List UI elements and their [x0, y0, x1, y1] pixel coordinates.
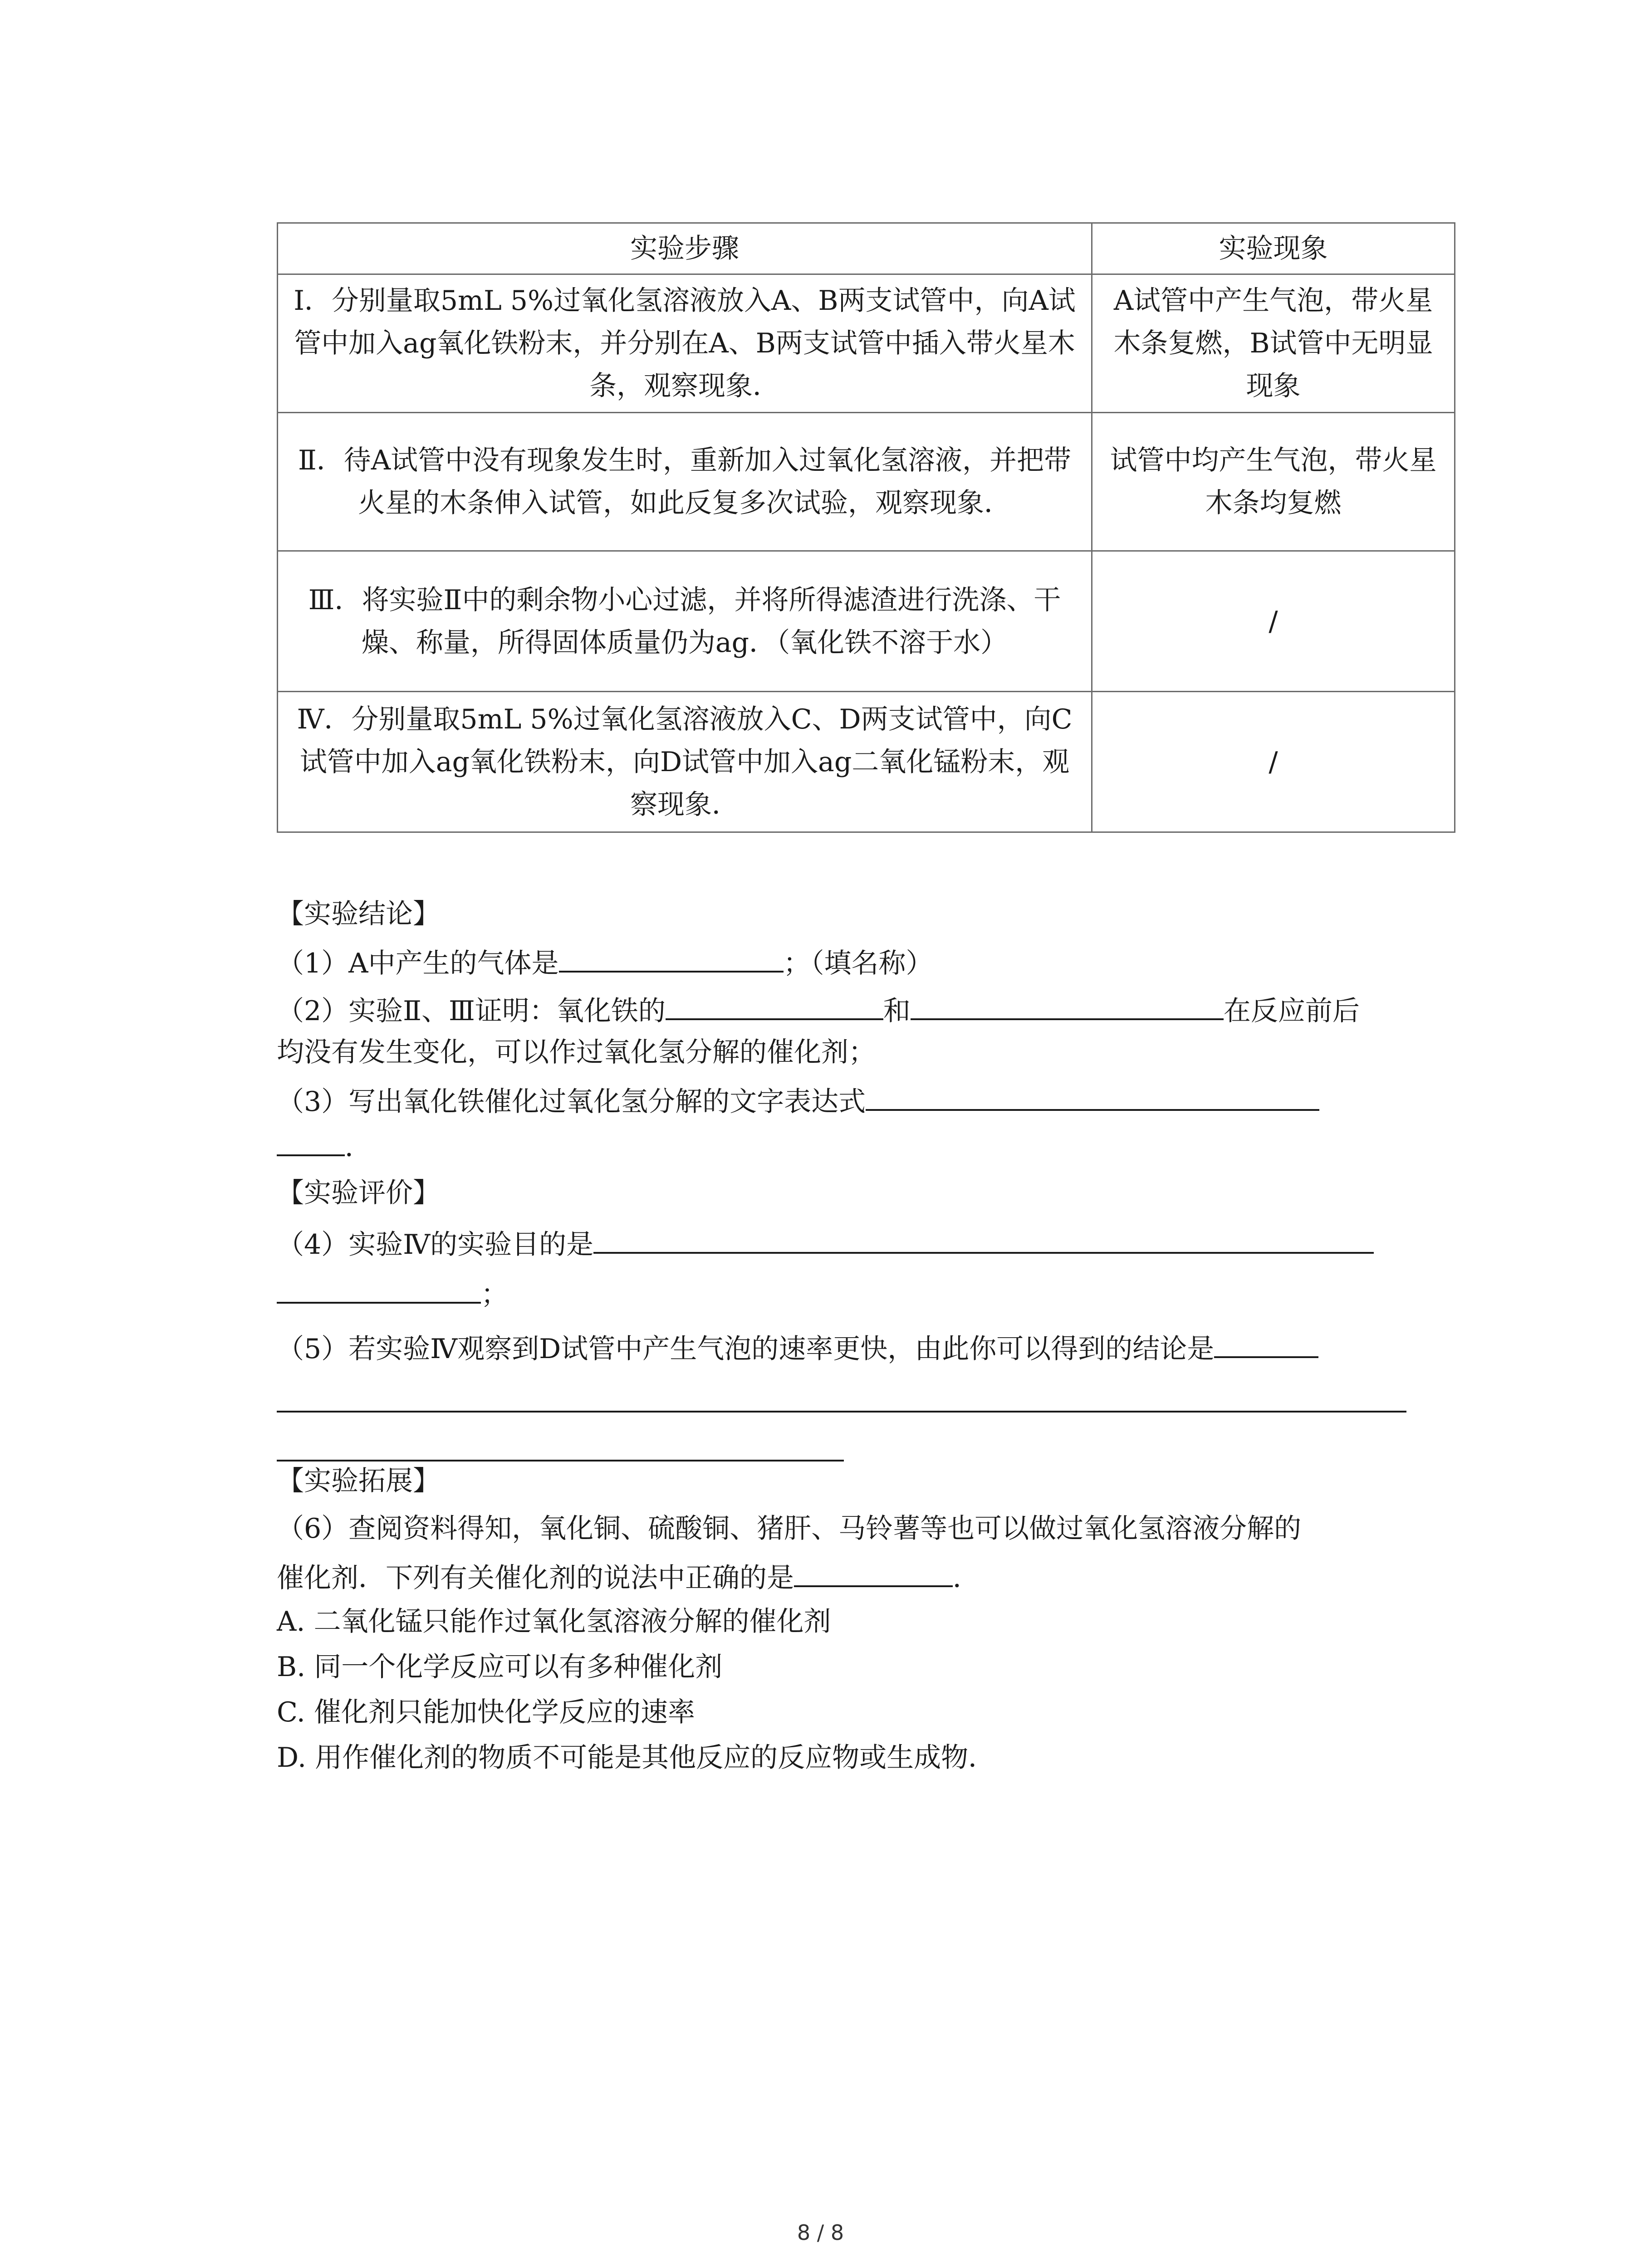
- q1-text: （1）A中产生的气体是: [277, 948, 559, 979]
- table-header-row: [278, 223, 1455, 274]
- q5-text: （5）若实验Ⅳ观察到D试管中产生气泡的速率更快，由此你可以得到的结论是: [277, 1333, 1215, 1365]
- q2-answer-blank-2[interactable]: [911, 987, 1224, 1020]
- question-6: （6）查阅资料得知，氧化铜、硫酸铜、猪肝、马铃薯等也可以做过氧化氢溶液分解的: [277, 1513, 1302, 1545]
- step-cell: Ⅲ．将实验Ⅱ中的剩余物小心过滤，并将所得滤渣进行洗涤、干燥、称量，所得固体质量仍为ag．（氧化铁不溶于水）: [278, 551, 1092, 692]
- step-cell: Ⅱ．待A试管中没有现象发生时，重新加入过氧化氢溶液，并把带火星的木条伸入试管，如此反复多次试验，观察现象．: [278, 413, 1092, 551]
- question-6-continued: [277, 1554, 980, 1599]
- option-d: D. 用作催化剂的物质不可能是其他反应的反应物或生成物．: [277, 1742, 996, 1774]
- page-number: 8 / 8: [797, 2220, 844, 2245]
- result-cell: 试管中均产生气泡，带火星木条均复燃: [1092, 413, 1455, 551]
- q6-answer-blank[interactable]: [794, 1554, 953, 1587]
- table-row: [278, 413, 1455, 551]
- experiment-table: [277, 222, 1455, 833]
- q2-answer-blank-1[interactable]: [666, 987, 883, 1020]
- table-row: [278, 692, 1455, 832]
- header-phenomena: 实验现象: [1092, 223, 1455, 274]
- question-4-continued: [277, 1270, 508, 1315]
- q3-answer-blank-cont[interactable]: [277, 1123, 345, 1156]
- q3-text: （3）写出氧化铁催化过氧化氢分解的文字表达式: [277, 1086, 866, 1118]
- question-2: [277, 987, 1360, 1032]
- section-heading-evaluation: 【实验评价】: [277, 1177, 440, 1209]
- header-steps: 实验步骤: [278, 223, 1092, 274]
- question-4: [277, 1220, 1374, 1266]
- q6-end: ．: [953, 1562, 980, 1594]
- step-cell: Ⅳ．分别量取5mL 5%过氧化氢溶液放入C、D两支试管中，向C试管中加入ag氧化铁粉末，向D试管中加入ag二氧化锰粉末，观察现象．: [278, 692, 1092, 832]
- q4-text: （4）实验Ⅳ的实验目的是: [277, 1229, 594, 1261]
- q3-answer-blank[interactable]: [866, 1077, 1319, 1111]
- result-cell: A试管中产生气泡，带火星木条复燃，B试管中无明显现象: [1092, 274, 1455, 413]
- q4-end: ；: [481, 1279, 508, 1310]
- section-heading-conclusion: 【实验结论】: [277, 898, 440, 930]
- q4-answer-blank-cont[interactable]: [277, 1270, 481, 1304]
- q5-answer-blank[interactable]: [1214, 1325, 1318, 1358]
- q1-answer-blank[interactable]: [559, 939, 784, 973]
- result-cell: /: [1092, 692, 1455, 832]
- q3-end: ．: [345, 1131, 372, 1163]
- table-row: [278, 551, 1455, 692]
- question-2-continued: 均没有发生变化，可以作过氧化氢分解的催化剂；: [277, 1036, 876, 1068]
- section-heading-extension: 【实验拓展】: [277, 1465, 440, 1497]
- question-3: [277, 1077, 1319, 1123]
- q5-answer-line-2[interactable]: [277, 1411, 1406, 1413]
- question-1: [277, 939, 933, 984]
- q2-mid: 和: [883, 995, 911, 1027]
- q2-suffix: 在反应前后: [1223, 995, 1360, 1027]
- q4-answer-blank[interactable]: [593, 1220, 1374, 1254]
- option-b: B. 同一个化学反应可以有多种催化剂: [277, 1651, 723, 1683]
- question-5: [277, 1325, 1318, 1370]
- q6-text: 催化剂．下列有关催化剂的说法中正确的是: [277, 1562, 794, 1594]
- question-3-continued: [277, 1123, 372, 1168]
- table-row: [278, 274, 1455, 413]
- q2-text: （2）实验Ⅱ、Ⅲ证明：氧化铁的: [277, 995, 666, 1027]
- option-c: C. 催化剂只能加快化学反应的速率: [277, 1696, 695, 1728]
- result-cell: /: [1092, 551, 1455, 692]
- q1-suffix: ；（填名称）: [783, 948, 933, 979]
- option-a: A. 二氧化锰只能作过氧化氢溶液分解的催化剂: [277, 1606, 831, 1637]
- step-cell: Ⅰ．分别量取5mL 5%过氧化氢溶液放入A、B两支试管中，向A试管中加入ag氧化铁粉末，并分别在A、B两支试管中插入带火星木条，观察现象．: [278, 274, 1092, 413]
